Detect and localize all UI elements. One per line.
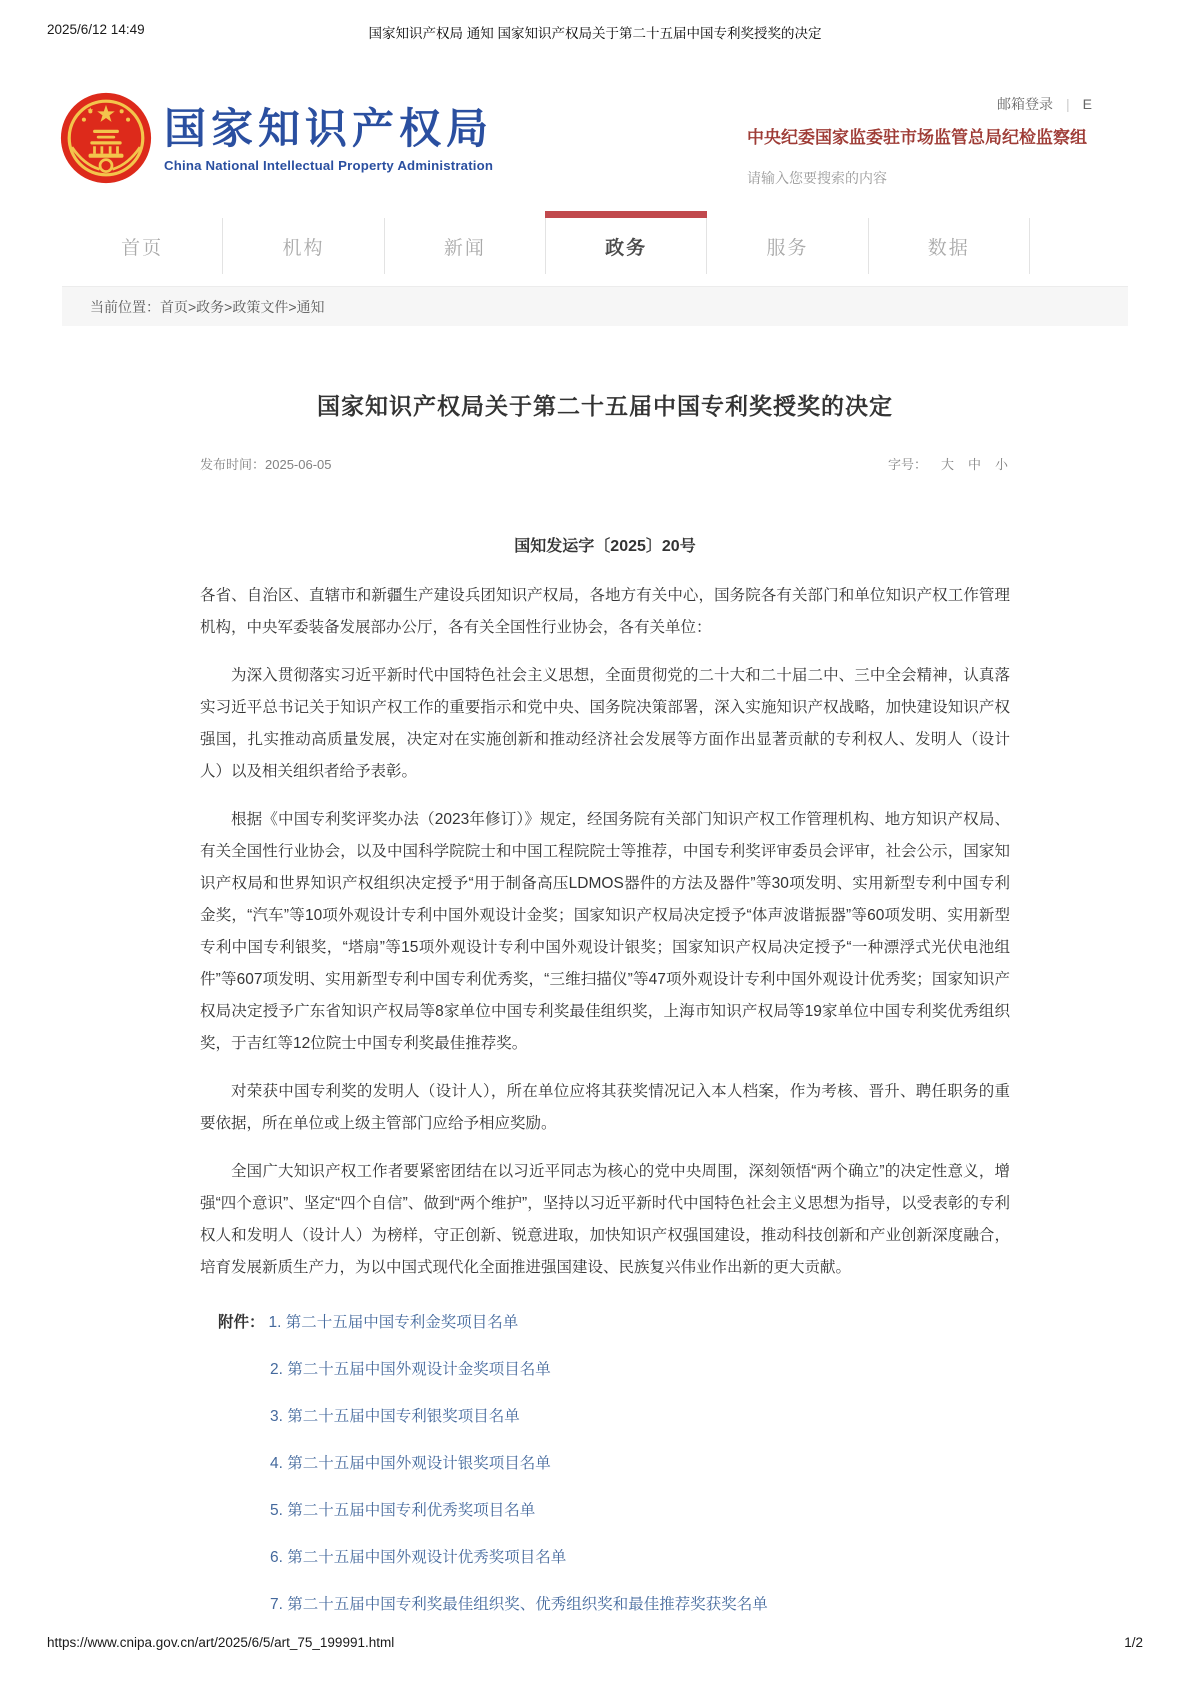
top-links [747,94,1092,114]
attachments-list [180,1306,1030,1621]
font-size-large[interactable]: 大 [940,457,954,472]
nav-tab-data[interactable]: 数据 [868,218,1030,274]
print-doc-title: 国家知识产权局 通知 国家知识产权局关于第二十五届中国专利奖授奖的决定 [368,26,822,41]
national-emblem-icon [60,92,152,184]
paragraph-call-to-action: 全国广大知识产权工作者要紧密团结在以习近平同志为核心的党中央周围，深刻领悟“两个确立”的决定性意义，增强“四个意识”、坚定“四个自信”、做到“两个维护”，坚持以习近平新时代中国特色社会主义思想为指导，以受表彰的专利权人和发明人（设计人）为榜样，守正创新、锐意进取，加快知识产权强国建设，推动科技创新和产业创新深度融合，培育发展新质生产力，为以中国式现代化全面推进强国建设、民族复兴伟业作出新的更大贡献。 [200,1163,1010,1276]
article [180,326,1030,1635]
nav-tab-news[interactable]: 新闻 [384,218,545,274]
site-header [60,88,1130,206]
font-size-small[interactable]: 小 [994,457,1008,472]
attachment-row [218,1447,1030,1480]
site-logo[interactable] [60,92,493,184]
attachment-link-3[interactable]: 3. 第二十五届中国专利银奖项目名单 [270,1408,520,1425]
print-header [47,22,1143,42]
attachment-link-5[interactable]: 5. 第二十五届中国专利优秀奖项目名单 [270,1502,536,1519]
font-size-medium[interactable]: 中 [967,457,981,472]
attachment-link-7[interactable]: 7. 第二十五届中国专利奖最佳组织奖、优秀组织奖和最佳推荐奖获奖名单 [270,1596,768,1613]
paragraph-award-decision: 根据《中国专利奖评奖办法（2023年修订）》规定，经国务院有关部门知识产权工作管理机构、地方知识产权局、有关全国性行业协会，以及中国科学院院士和中国工程院院士等推荐，中国专利奖评审委员会评审，社会公示，国家知识产权局和世界知识产权组织决定授予“用于制备高压LDMOS器件的方法及器件”等30项发明、实用新型专利中国专利金奖，“汽车”等10项外观设计专利中国外观设计金奖；国家知识产权局决定授予“体声波谐振器”等60项发明、实用新型专利中国专利银奖，“塔扇”等15项外观设计专利中国外观设计银奖；国家知识产权局决定授予“一种漂浮式光伏电池组件”等607项发明、实用新型专利中国专利优秀奖，“三维扫描仪”等47项外观设计专利中国外观设计优秀奖；国家知识产权局决定授予广东省知识产权局等8家单位中国专利奖最佳组织奖，上海市知识产权局等19家单位中国专利奖优秀组织奖，于吉红等12位院士中国专利奖最佳推荐奖。 [200,811,1010,1052]
article-title: 国家知识产权局关于第二十五届中国专利奖授奖的决定 [317,393,893,419]
attachments-label: 附件： [218,1314,265,1331]
header-right [747,94,1092,188]
site-titles [164,103,493,172]
attachment-link-6[interactable]: 6. 第二十五届中国外观设计优秀奖项目名单 [270,1549,567,1566]
breadcrumb-path[interactable]: 首页>政务>政策文件>通知 [160,298,325,315]
attachment-link-2[interactable]: 2. 第二十五届中国外观设计金奖项目名单 [270,1361,551,1378]
font-size-label: 字号： [887,457,927,472]
attachment-row [218,1353,1030,1386]
attachment-row [218,1494,1030,1527]
article-meta-row [180,454,1030,473]
attachment-row [218,1588,1030,1621]
breadcrumb-label: 当前位置： [90,298,160,315]
site-name-en: China National Intellectual Property Administration [164,157,494,173]
page-indicator: 1/2 [1124,1635,1143,1650]
article-body [180,580,1030,1284]
top-links-divider: | [1066,96,1070,112]
print-timestamp: 2025/6/12 14:49 [47,22,145,37]
attachment-row [218,1400,1030,1433]
breadcrumb [62,286,1128,326]
paragraph-archives: 对荣获中国专利奖的发明人（设计人），所在单位应将其获奖情况记入本人档案，作为考核、晋升、聘任职务的重要依据，所在单位或上级主管部门应给予相应奖励。 [200,1083,1010,1132]
document-number: 国知发运字〔2025〕20号 [514,538,696,555]
supervision-link[interactable]: 中央纪委国家监委驻市场监管总局纪检监察组 [747,128,1087,147]
nav-tab-government-affairs[interactable]: 政务 [545,218,706,274]
nav-tab-home[interactable]: 首页 [121,237,164,259]
language-link[interactable]: E [1082,96,1092,112]
font-size-controls [888,454,1008,473]
nav-tab-services[interactable]: 服务 [706,218,867,274]
attachment-link-4[interactable]: 4. 第二十五届中国外观设计银奖项目名单 [270,1455,551,1472]
primary-nav [62,211,1030,274]
attachment-link-1[interactable]: 1. 第二十五届中国专利金奖项目名单 [268,1314,519,1331]
nav-tab-organization[interactable]: 机构 [222,218,383,274]
publish-time: 发布时间：2025-06-05 [200,457,332,472]
site-name-cn: 国家知识产权局 [164,105,494,153]
search-input[interactable] [747,170,1092,186]
paragraph-purpose: 为深入贯彻落实习近平新时代中国特色社会主义思想，全面贯彻党的二十大和二十届二中、三中全会精神，认真落实习近平总书记关于知识产权工作的重要指示和党中央、国务院决策部署，深入实施知识产权战略，加快建设知识产权强国，扎实推动高质量发展，决定对在实施创新和推动经济社会发展等方面作出显著贡献的专利权人、发明人（设计人）以及相关组织者给予表彰。 [200,667,1010,780]
paragraph-addressees: 各省、自治区、直辖市和新疆生产建设兵团知识产权局，各地方有关中心，国务院各有关部门和单位知识产权工作管理机构，中央军委装备发展部办公厅，各有关全国性行业协会，各有关单位： [200,587,1010,636]
source-url: https://www.cnipa.gov.cn/art/2025/6/5/art_75_199991.html [47,1635,395,1650]
attachment-row [218,1306,1030,1339]
mail-login-link[interactable]: 邮箱登录 [997,96,1054,112]
print-footer [47,1635,1143,1650]
attachment-row [218,1541,1030,1574]
